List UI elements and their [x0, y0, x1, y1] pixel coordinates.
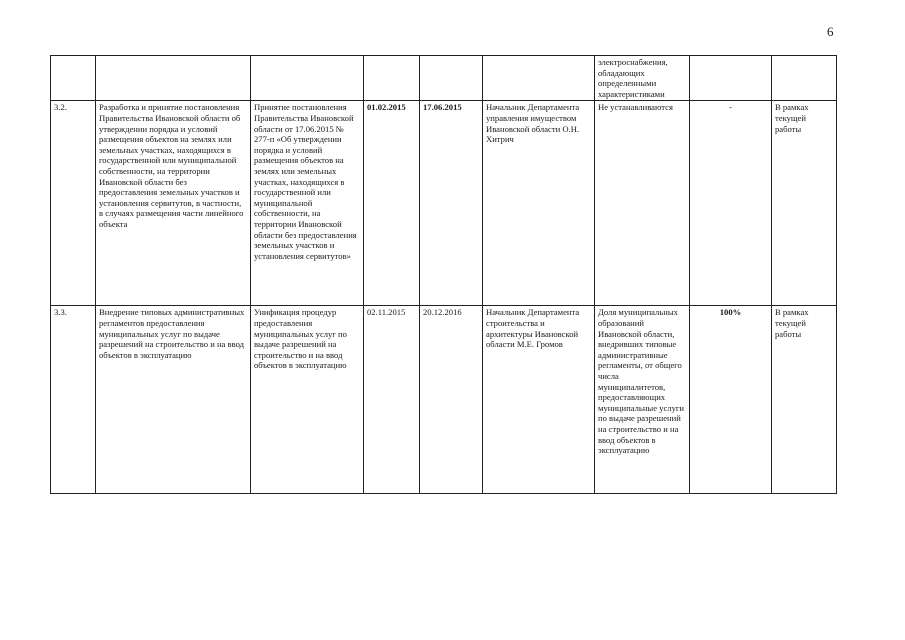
cell-value: [690, 56, 772, 101]
cell-funding: В рамках текущей работы: [772, 306, 837, 494]
cell-end-date: [420, 56, 483, 101]
cell-measure: Внедрение типовых административных регламентов предоставления муниципальных услуг по выдаче разрешений на строительство и на ввод объектов в эксплуатацию: [96, 306, 251, 494]
cell-funding: В рамках текущей работы: [772, 101, 837, 306]
cell-responsible: Начальник Департамента строительства и архитектуры Ивановской области М.Е. Громов: [483, 306, 595, 494]
cell-start-date: 02.11.2015: [364, 306, 420, 494]
action-plan-table: [50, 55, 837, 494]
cell-funding: [772, 56, 837, 101]
cell-indicator: Не устанавливаются: [595, 101, 690, 306]
cell-start-date: [364, 56, 420, 101]
cell-number: [51, 56, 96, 101]
cell-number: 3.2.: [51, 101, 96, 306]
cell-result: Унификация процедур предоставления муниципальных услуг по выдаче разрешений на строительство и на ввод объектов в эксплуатацию: [251, 306, 364, 494]
table-row: [51, 306, 837, 494]
cell-result: Принятие постановления Правительства Ивановской области от 17.06.2015 № 277-п «Об утверждении порядка и условий размещения объектов на землях или земельных участках, находящихся в государственной или муниципальной собственности, на территории Ивановской области без предоставления земельных участков и установления сервитутов»: [251, 101, 364, 306]
cell-end-date: 17.06.2015: [420, 101, 483, 306]
cell-end-date: 20.12.2016: [420, 306, 483, 494]
cell-responsible: [483, 56, 595, 101]
cell-responsible: Начальник Департамента управления имуществом Ивановской области О.Н. Хитрич: [483, 101, 595, 306]
page-number: 6: [827, 24, 834, 39]
cell-indicator: электроснабжения, обладающих определенными характеристиками: [595, 56, 690, 101]
cell-value: -: [690, 101, 772, 306]
cell-number: 3.3.: [51, 306, 96, 494]
table-row: [51, 101, 837, 306]
cell-start-date: 01.02.2015: [364, 101, 420, 306]
cell-indicator: Доля муниципальных образований Ивановской области, внедривших типовые административные регламенты, от общего числа муниципалитетов, предоставляющих муниципальные услуги по выдаче разрешений на строительство и на ввод объектов в эксплуатацию: [595, 306, 690, 494]
table-row: [51, 56, 837, 101]
cell-value: 100%: [690, 306, 772, 494]
cell-measure: [96, 56, 251, 101]
cell-measure: Разработка и принятие постановления Правительства Ивановской области об утверждении порядка и условий размещения объектов на землях или земельных участках, находящихся в государственной или муниципальной собственности, на территории Ивановской области без предоставления земельных участков и установления сервитутов, в частности, в случаях размещения части линейного объекта: [96, 101, 251, 306]
cell-result: [251, 56, 364, 101]
